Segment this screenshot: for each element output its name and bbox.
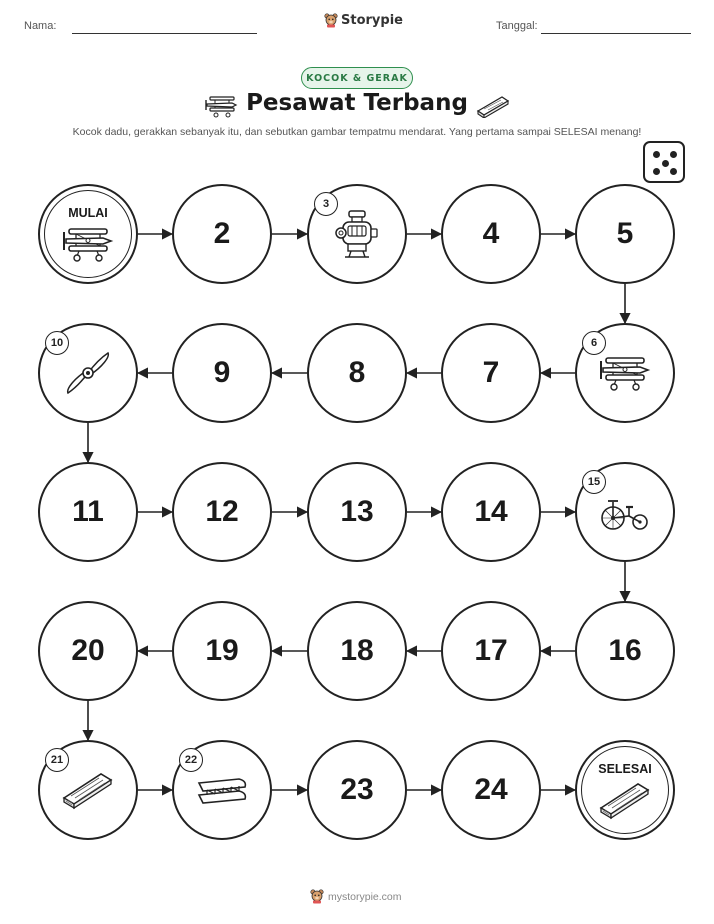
space-label: SELESAI <box>598 762 652 776</box>
board-space <box>307 601 407 701</box>
space-number-badge: 10 <box>45 331 69 355</box>
propeller-icon <box>64 349 112 401</box>
board-space <box>172 184 272 284</box>
instructions: Kocok dadu, gerakkan sebanyak itu, dan sebutkan gambar tempatmu mendarat. Yang pertama sampai SELESAI menang! <box>72 126 642 138</box>
bicycle-icon <box>599 492 651 536</box>
space-number-badge: 15 <box>582 470 606 494</box>
board-space <box>575 601 675 701</box>
wood-plank-icon <box>61 770 115 814</box>
board-space <box>575 462 675 562</box>
board-space <box>38 462 138 562</box>
space-number: 23 <box>340 773 374 806</box>
space-number: 2 <box>213 217 231 250</box>
board-space <box>307 462 407 562</box>
space-number-badge: 21 <box>45 748 69 772</box>
board-space <box>441 323 541 423</box>
finish-space <box>575 740 675 840</box>
bear-icon <box>310 889 324 904</box>
date-label: Tanggal: <box>496 20 538 32</box>
name-label: Nama: <box>24 20 57 32</box>
space-number: 12 <box>205 495 239 528</box>
space-label: MULAI <box>68 206 108 220</box>
space-number: 24 <box>474 773 508 806</box>
footer <box>310 889 402 904</box>
board-space <box>307 740 407 840</box>
start-space <box>38 184 138 284</box>
board-space <box>38 740 138 840</box>
wing-icon <box>195 773 249 811</box>
category-badge: KOCOK & GERAK <box>301 67 413 89</box>
space-number-badge: 22 <box>179 748 203 772</box>
space-number-badge: 6 <box>582 331 606 355</box>
space-number-badge: 3 <box>314 192 338 216</box>
wood-plank-icon <box>598 780 652 824</box>
space-number: 16 <box>608 634 642 667</box>
space-number: 20 <box>71 634 105 667</box>
space-number: 13 <box>340 495 374 528</box>
board-space <box>38 601 138 701</box>
board-space <box>172 740 272 840</box>
space-number: 19 <box>205 634 239 667</box>
footer-url: mystorypie.com <box>328 890 402 903</box>
board-space <box>575 184 675 284</box>
brand-name: Storypie <box>341 13 403 28</box>
engine-icon <box>335 209 379 263</box>
space-number: 9 <box>213 356 231 389</box>
biplane-icon <box>61 225 115 267</box>
board-space <box>172 601 272 701</box>
space-number: 7 <box>482 356 500 389</box>
board-space <box>307 323 407 423</box>
board-space <box>172 323 272 423</box>
page-title: Pesawat Terbang <box>246 90 468 116</box>
space-number: 11 <box>72 495 104 528</box>
space-number: 18 <box>340 634 374 667</box>
space-number: 17 <box>474 634 508 667</box>
space-number: 4 <box>482 217 500 250</box>
board-space <box>441 462 541 562</box>
board-space <box>441 184 541 284</box>
space-number: 14 <box>474 495 508 528</box>
board-space <box>441 601 541 701</box>
space-number: 5 <box>616 217 634 250</box>
board-space <box>575 323 675 423</box>
board-space <box>38 323 138 423</box>
board-space <box>441 740 541 840</box>
space-number: 8 <box>348 356 366 389</box>
board-space <box>172 462 272 562</box>
board-space <box>307 184 407 284</box>
biplane-icon <box>598 354 652 396</box>
